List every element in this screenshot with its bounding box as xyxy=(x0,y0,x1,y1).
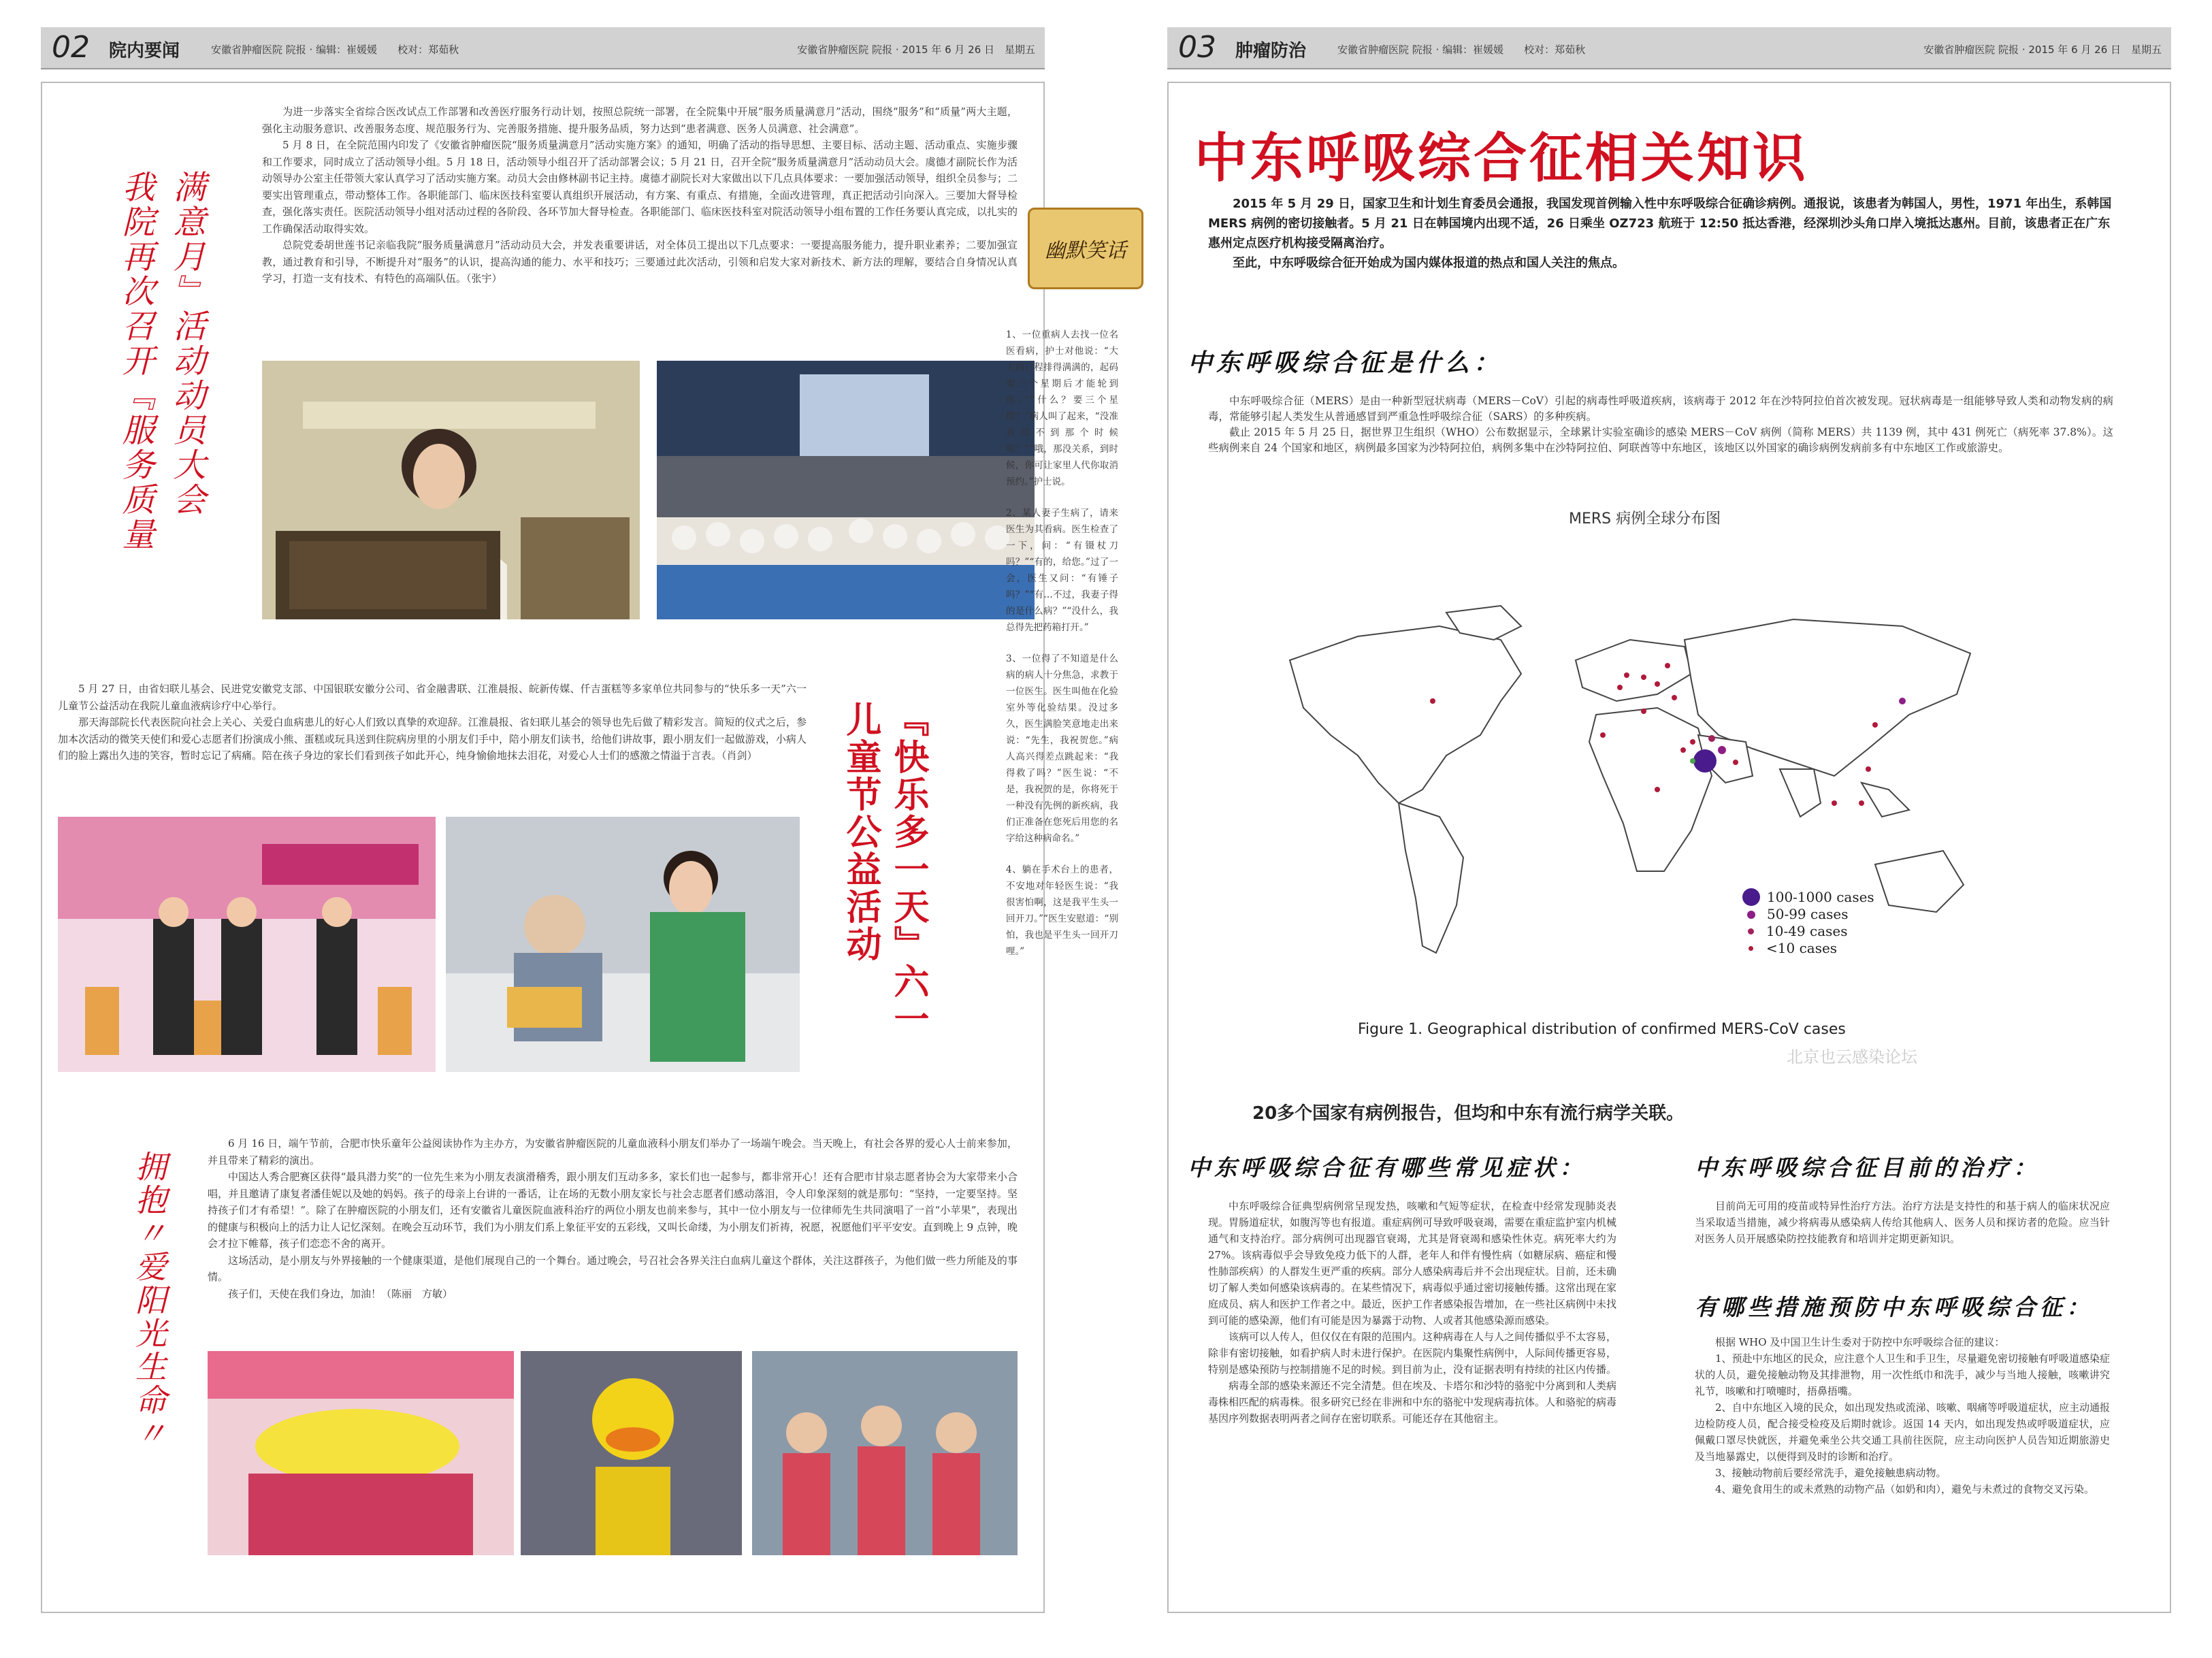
page-header xyxy=(41,27,1045,69)
page-title: 中东呼吸综合征相关知识 xyxy=(1194,128,1809,189)
what-is-body xyxy=(1208,393,2113,489)
article1-title-part2: 满意月』活动动员大会 xyxy=(167,170,206,517)
legend-label: 10-49 cases xyxy=(1766,923,1848,939)
legend-swatch xyxy=(1742,888,1760,906)
photo-charity-group xyxy=(58,817,436,1072)
prevention-paragraph: 1、预赴中东地区的民众，应注意个人卫生和手卫生，尽量避免密切接触有呼吸道感染症状的人员，避免接触动物及其排泄物，用一次性纸巾和洗手，减少与当地人接触，咳嗽讲究礼节，咳嗽和打喷嚏时，捂鼻捂嘴。 xyxy=(1695,1352,2110,1397)
prevention-body xyxy=(1695,1334,2110,1579)
photo-meeting-illustration xyxy=(657,361,1035,619)
photo-children-illustration xyxy=(752,1351,1018,1555)
legend-swatch xyxy=(1747,911,1755,919)
symptoms-paragraph: 中东呼吸综合征典型病例常呈现发热，咳嗽和气短等症状，在检查中经常发现肺炎表现。胃肠道症状，如腹泻等也有报道。重症病例可导致呼吸衰竭，需要在重症监护室内机械通气和支持治疗。部分病例可出现器官衰竭，尤其是肾衰竭和感染性休克。病死率大约为 27%。该病毒似乎会导致免疫力低下的人群，老年人和伴有慢性病（如糖尿病、癌症和慢性肺部疾病）的人群发生更严重的疾病。部分人感染病毒后并不会出现症状。目前，还未确切了解人类如何感染该病毒的。在某些情况下，病毒似乎通过密切接触传播。这常出现在家庭成员、病人和医护工作者之中。最近，医护工作者感染报告增加，在一些社区病例中未找到可能的感染源，他们有可能是因为暴露于动物、人或者其他感染源而感染。 xyxy=(1208,1200,1616,1327)
humor-banner-label: 幽默笑话 xyxy=(1045,239,1126,263)
intro-paragraph: 至此，中东呼吸综合征开始成为国内媒体报道的热点和国人关注的焦点。 xyxy=(1233,256,1625,270)
what-is-paragraph: 中东呼吸综合征（MERS）是由一种新型冠状病毒（MERS－CoV）引起的病毒性呼吸道疾病，该病毒于 2012 年在沙特阿拉伯首次被发现。冠状病毒是一组能够导致人类和动物发病的病毒，常能够引起人类发生从普通感冒到严重急性呼吸综合征（SARS）的多种疾病。 xyxy=(1208,395,2113,423)
map-caption: Figure 1. Geographical distribution of confirmed MERS-CoV cases xyxy=(1358,1021,1846,1038)
joke-item: 3、一位得了不知道是什么病的病人十分焦急，求教于一位医生。医生叫他在化验室外等化验结果。没过多久，医生满脸笑意地走出来说：“先生，我祝贺您。”病人高兴得差点跳起来：“我得救了吗？”医生说：“不是，我祝贺的是，你将死于一种没有先例的新疾病，我们正准备在您死后用您的名字给这种病命名。” xyxy=(1006,653,1118,844)
treatment-heading: 中东呼吸综合征目前的治疗： xyxy=(1695,1154,2040,1181)
article2-paragraph: 那天海部院长代表医院向社会上关心、关爱白血病患儿的好心人们致以真挚的欢迎辞。江淮晨报、省妇联儿基会的领导也先后做了精彩发言。简短的仪式之后，参加本次活动的微笑天使们和爱心志愿者们扮演成小熊、蛋糕或玩具送到住院病房里的小朋友们手中，陪小朋友们读书，给他们讲故事，跟小朋友们一起做游戏，小病人们的脸上露出久违的笑容，暂时忘记了病痛。陪在孩子身边的家长们看到孩子如此开心，纯身愉偷地抹去泪花，对爱心人士们的感激之情溢于言表。（肖剑） xyxy=(58,716,807,762)
what-is-paragraph: 截止 2015 年 5 月 25 日，据世界卫生组织（WHO）公布数据显示，全球累计实验室确诊的感染 MERS－CoV 病例（简称 MERS）共 1139 例，其中 431 例死亡（病死率 37.8%）。这些病例来自 24 个国家和地区，病例最多国家为沙特阿拉伯，病例多集中在沙特阿拉伯、阿联酋等中东地区，该地区以外国家的确诊病例发病前多有中东地区工作或旅游史。 xyxy=(1208,426,2113,454)
page-number: 02 xyxy=(52,30,90,65)
symptoms-heading: 中东呼吸综合征有哪些常见症状： xyxy=(1188,1154,1586,1181)
photo-child-illustration xyxy=(446,817,800,1072)
page-number: 03 xyxy=(1178,30,1216,65)
legend-row xyxy=(1742,888,1874,906)
header-date: 安徽省肿瘤医院 院报 · 2015 年 6 月 26 日 星期五 xyxy=(797,44,1035,56)
photo-speaker-illustration xyxy=(262,361,640,619)
article3-paragraph: 中国达人秀合肥赛区获得“最具潜力奖”的一位先生来为小朋友表演滑稽秀，跟小朋友们互动多多，家长们也一起参与，都非常开心！还有合肥市甘泉志愿者协会为大家带来小合唱，并且邀请了康复者潘佳妮以及她的妈妈。孩子的母亲上台讲的一番话，让在场的无数小朋友家长与社会志愿者们感动落泪，令人印象深刻的就是那句：“坚持，一定要坚持。坚持孩子们才有希望！”。除了在肿瘤医院的小朋友们，还有安徽省儿童医院血液科治疗的两位小朋友也前来参与，其中一位小朋友与一位律师先生共同演唱了一首“小苹果”，表现出的健康与积极向上的活力让人记忆深刻。在晚会互动环节，我们为小朋友们系上象征平安的五彩线，又叫长命缕，为小朋友们祈祷，祝愿，祝愿他们平平安安。直到晚上 9 点钟，晚会才拉下帷幕，孩子们恋恋不舍的离开。 xyxy=(208,1171,1018,1250)
humor-banner xyxy=(1028,208,1143,289)
symptoms-body xyxy=(1208,1198,1616,1579)
photo-speaker-at-podium xyxy=(262,361,640,619)
mers-world-map xyxy=(1276,599,2045,966)
legend-label: <10 cases xyxy=(1766,940,1838,956)
map-watermark: 北京也云感染论坛 xyxy=(1787,1047,1917,1067)
prevention-paragraph: 3、接触动物前后要经常洗手，避免接触患病动物。 xyxy=(1715,1467,1947,1479)
legend-row xyxy=(1742,906,1874,923)
header-date: 安徽省肿瘤医院 院报 · 2015 年 6 月 26 日 星期五 xyxy=(1923,44,2162,56)
header-meta: 安徽省肿瘤医院 院报 · 编辑：崔媛媛 校对：郑茹秋 xyxy=(211,44,459,56)
symptoms-paragraph: 该病可以人传人，但仅仅在有限的范围内。这种病毒在人与人之间传播似乎不太容易，除非有密切接触，如看护病人时未进行保护。在医院内集聚性病例中，人际间传播更容易，特别是感染预防与控制措施不足的时候。到目前为止，没有证据表明有持续的社区内传播。 xyxy=(1208,1331,1616,1376)
photo-child-duck-costume xyxy=(521,1351,742,1555)
what-is-heading: 中东呼吸综合征是什么： xyxy=(1188,349,1503,377)
photo-party-sign xyxy=(208,1351,514,1555)
photo-party-sign-illustration xyxy=(208,1351,514,1555)
photo-meeting-audience xyxy=(657,361,1035,619)
article2-title-part2: 儿童节公益活动 xyxy=(840,701,881,963)
photo-duck-illustration xyxy=(521,1351,742,1555)
joke-item: 2、某人妻子生病了，请来医生为其看病。医生检查了一下，问：“有镊杖刀吗？”“有的，给您。”过了一会，医生又问：“有锤子吗？”“有…不过，我妻子得的是什么病？”“没什么，我总得先把药箱打开。” xyxy=(1006,508,1118,633)
section-name: 肿瘤防治 xyxy=(1235,41,1307,61)
treatment-paragraph: 目前尚无可用的疫苗或特异性治疗方法。治疗方法是支持性的和基于病人的临床状况应当采取适当措施，减少将病毒从感染病人传给其他病人、医务人员和探访者的危险。应当针对医务人员开展感染防控技能教育和培训并定期更新知识。 xyxy=(1695,1200,2110,1245)
photo-children-group xyxy=(752,1351,1018,1555)
joke-item: 4、躺在手术台上的患者，不安地对年轻医生说：“我很害怕啊，这是我平生头一回开刀。”“医生安慰道：“别怕，我也是平生头一回开刀哩。” xyxy=(1006,864,1118,957)
legend-swatch xyxy=(1749,946,1753,951)
photo-charity-illustration xyxy=(58,817,436,1072)
article3-paragraph: 孩子们，天使在我们身边，加油！（陈丽 方敏） xyxy=(228,1287,453,1300)
prevention-heading: 有哪些措施预防中东呼吸综合征： xyxy=(1695,1294,2093,1320)
prevention-paragraph: 4、避免食用生的或未煮熟的动物产品（如奶和肉），避免与未煮过的食物交叉污染。 xyxy=(1715,1483,2095,1495)
prevention-paragraph: 根据 WHO 及中国卫生计生委对于防控中东呼吸综合征的建议： xyxy=(1715,1336,2005,1348)
article2-body xyxy=(58,681,807,817)
article3-title: 拥抱〃爱阳光生命〃 xyxy=(131,1150,167,1450)
treatment-body xyxy=(1695,1198,2110,1286)
humor-column xyxy=(1006,327,1118,1266)
article3-paragraph: 6 月 16 日，端午节前，合肥市快乐童年公益阅读协作为主办方，为安徽省肿瘤医院的儿童血液科小朋友们举办了一场端午晚会。当天晚上，有社会各界的爱心人士前来参加，并且带来了精彩的演出。 xyxy=(208,1137,1018,1167)
legend-label: 50-99 cases xyxy=(1767,906,1849,922)
header-meta: 安徽省肿瘤医院 院报 · 编辑：崔媛媛 校对：郑茹秋 xyxy=(1337,44,1586,56)
legend-row xyxy=(1742,940,1874,957)
article1-paragraph: 5 月 8 日，在全院范围内印发了《安徽省肿瘤医院“服务质量满意月”活动实施方案》的通知，明确了活动的指导思想、主要目标、活动主题、活动重点、实施步骤和工作要求，同时成立了活动领导小组。5 月 18 日，活动领导小组召开了活动部署会议；5 月 21 日，召开全院“服务质量满意月”活动动员大会。虞德才副院长作为活动领导办公室主任带领大家认真学习了活动实施方案。动员大会由修林副书记主持。虞德才副院长对大家做出以下几点具体要求：一要加强活动领导，组织全员参与；二要实出管理重点，带动整体工作。各职能部门、临床医技科室要认真组织开展活动，有方案、有重点、有措施，全面改进管理，真正把活动引向深入。三要加大督导检查，强化落实责任。医院活动领导小组对活动过程的各阶段、各环节加大督导检查。各职能部门、临床医技科室对院活动领导小组布置的工作任务要认真完成，以扎实的工作确保活动取得实效。 xyxy=(262,139,1018,235)
article3-paragraph: 这场活动，是小朋友与外界接触的一个健康渠道，是他们展现自己的一个舞台。通过晚会，号召社会各界关注白血病儿童这个群体，关注这群孩子，为他们做一些力所能及的事情。 xyxy=(208,1254,1018,1283)
article1-paragraph: 总院党委胡世莲书记亲临我院“服务质量满意月”活动动员大会，并发表重要讲话，对全体员工提出以下几点要求：一要提高服务能力，提升职业素养；二要加强宣教，通过教育和引导，不断提升对“服务”的认识，提高沟通的能力、水平和技巧；三要通过此次活动，引领和启发大家对新技术、新方法的理解，要结合自身情况认真学习，打造一支有技术、有特色的高端队伍。（张宇） xyxy=(262,239,1018,285)
photo-child-hospital-bed xyxy=(446,817,800,1072)
article1-paragraph: 为进一步落实全省综合医改试点工作部署和改善医疗服务行动计划，按照总院统一部署，在全院集中开展“服务质量满意月”活动，围绕“服务”和“质量”两大主题，强化主动服务意识、改善服务态度、规范服务行为、完善服务措施、提升服务品质，努力达到“患者满意、医务人员满意、社会满意”。 xyxy=(262,105,1018,135)
map-legend xyxy=(1742,888,1874,957)
article1-title-part1: 我院再次召开『服务质量 xyxy=(116,170,154,552)
joke-item: 1、一位重病人去找一位名医看病，护士对他说：“大夫的日程排得满满的，起码要三个星期后才能轮到你。”“什么？要三个星期？”病人叫了起来，“没准我活不到那个时候呢！”“哦，那没关系，到时候，你可让家里人代你取消预约。”护士说。 xyxy=(1006,329,1118,487)
legend-row xyxy=(1742,923,1874,940)
legend-swatch xyxy=(1748,928,1754,934)
page-header xyxy=(1167,27,2171,69)
article3-body xyxy=(208,1135,1018,1339)
map-title: MERS 病例全球分布图 xyxy=(1569,510,1721,527)
section-name: 院内要闻 xyxy=(109,41,180,61)
article1-body xyxy=(262,103,1018,338)
legend-label: 100-1000 cases xyxy=(1767,888,1874,905)
article2-paragraph: 5 月 27 日，由省妇联儿基会、民进党安徽党支部、中国银联安徽分公司、省金融書联、江淮晨报、皖新传媒、仟吉蛋糕等多家单位共同参与的“快乐多一天”六一儿童节公益活动在我院儿童血液病诊疗中心举行。 xyxy=(58,683,807,712)
intro-paragraph: 2015 年 5 月 29 日，国家卫生和计划生育委员会通报，我国发现首例输入性中东呼吸综合征确诊病例。通报说，该患者为韩国人，男性，1971 年出生，系韩国 MERS 病例的密切接触者。5 月 21 日在韩国境内出现不适，26 日乘坐 OZ723 航班于 12:50 抵达香港，经深圳沙头角口岸入境抵达惠州。目前，该患者正在广东惠州定点医疗机构接受隔离治疗。 xyxy=(1208,197,2112,250)
intro-text xyxy=(1208,194,2113,273)
article2-title-part1: 『快乐多一天』六一 xyxy=(888,701,928,1038)
prevention-paragraph: 2、自中东地区入境的民众，如出现发热或流涕、咳嗽、咽痛等呼吸道症状，应主动通报边检防疫人员，配合接受检疫及后期时就诊。返国 14 天内，如出现发热或呼吸道症状，应佩戴口罩尽快就医，并避免乘坐公共交通工具前往医院，应主动向医护人员告知近期旅游史及当地暴露史，以便得到及时的诊断和治疗。 xyxy=(1695,1401,2110,1463)
map-note: 20多个国家有病例报告，但均和中东有流行病学关联。 xyxy=(1252,1103,1685,1124)
symptoms-paragraph: 病毒全部的感染来源还不完全清楚。但在埃及、卡塔尔和沙特的骆驼中分离到和人类病毒株相匹配的病毒株。很多研究已经在非洲和中东的骆驼中发现病毒抗体。人和骆驼的病毒基因序列数据表明两者之间存在密切联系。可能还存在其他宿主。 xyxy=(1208,1380,1616,1425)
